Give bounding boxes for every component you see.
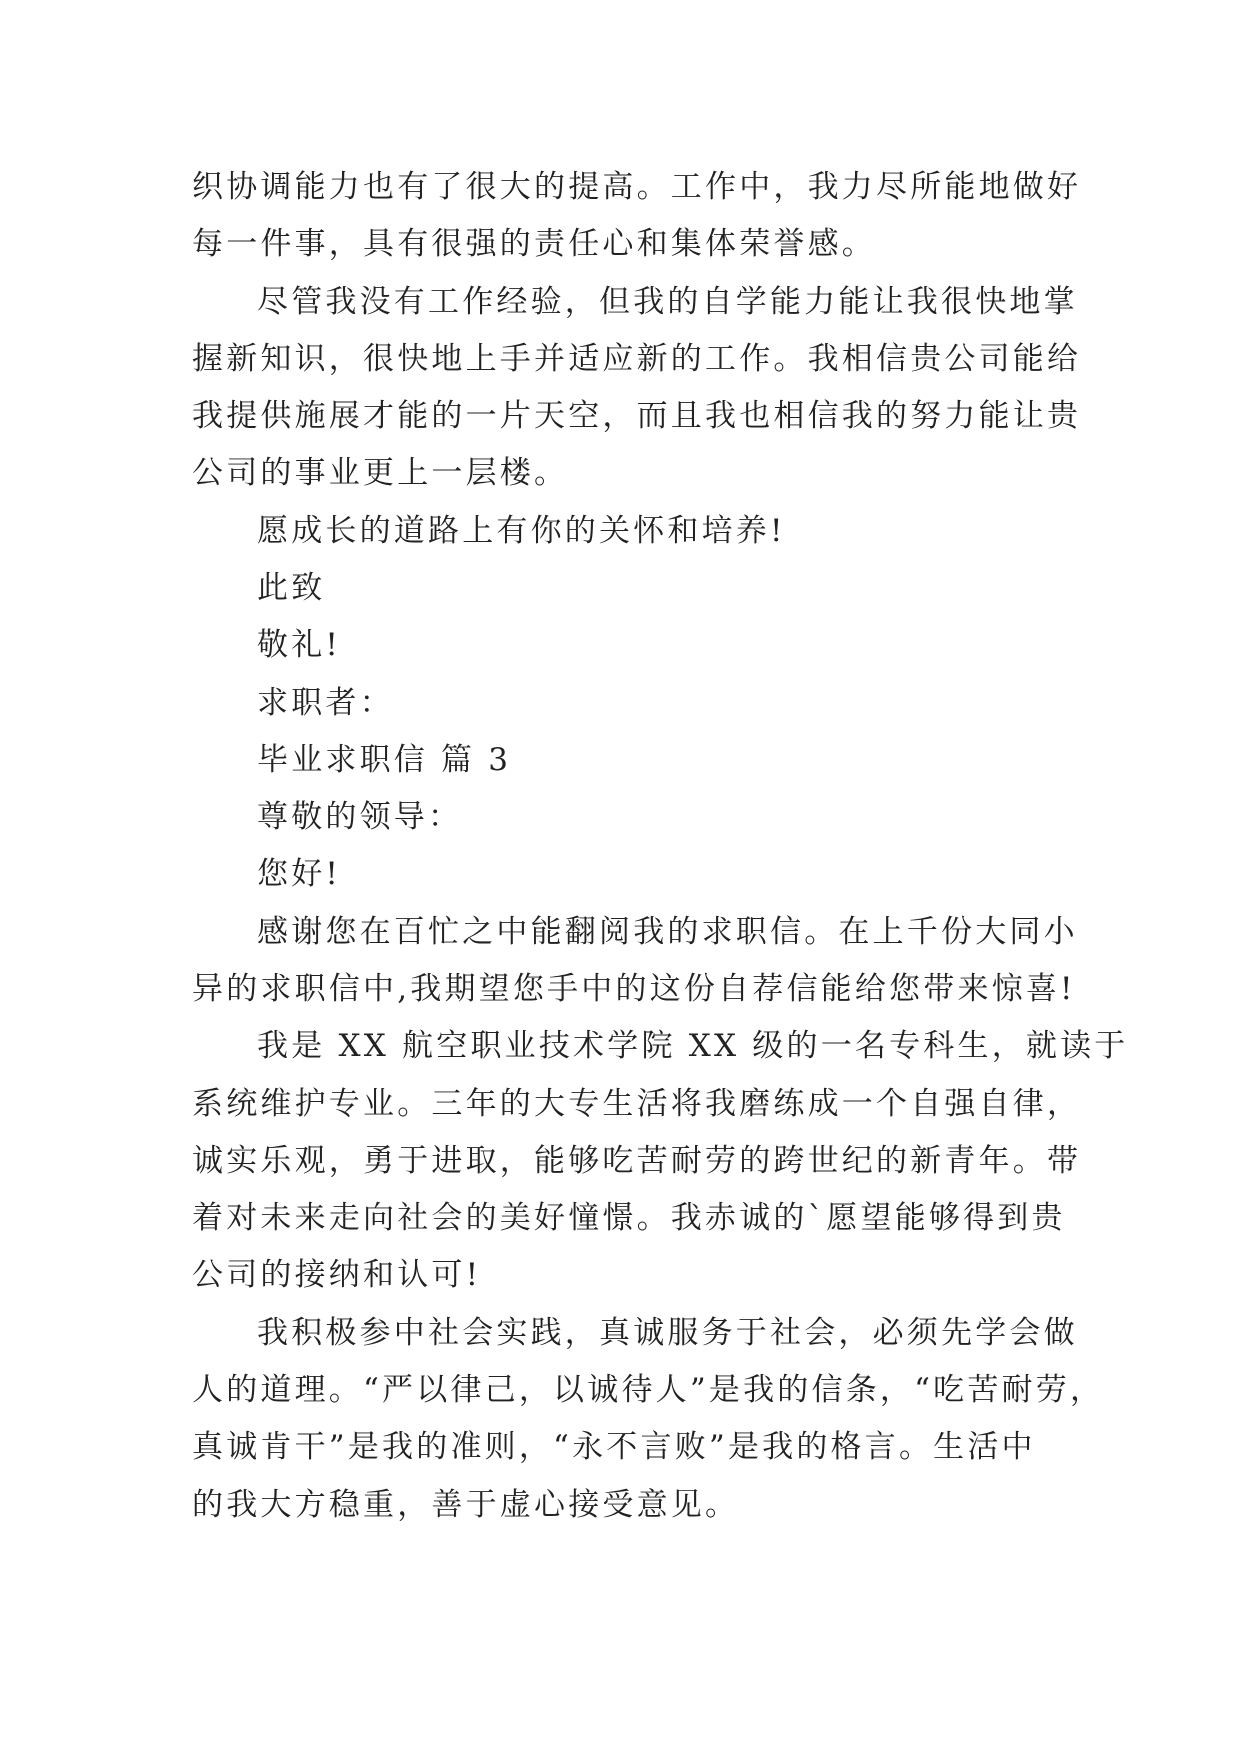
text-line: 公司的接纳和认可! xyxy=(192,1257,482,1293)
text-line: 我提供施展才能的一片天空，而且我也相信我的努力能让贵 xyxy=(192,398,1082,434)
text-line: 异的求职信中,我期望您手中的这份自荐信能给您带来惊喜! xyxy=(192,971,1076,1007)
text-line: 织协调能力也有了很大的提高。工作中，我力尽所能地做好 xyxy=(192,169,1082,205)
text-line: 公司的事业更上一层楼。 xyxy=(192,455,569,491)
text-line: 愿成长的道路上有你的关怀和培养! xyxy=(257,513,786,549)
text-line: 尊敬的领导： xyxy=(257,799,463,835)
text-line: 敬礼! xyxy=(257,627,342,663)
text-line: 我积极参中社会实践，真诚服务于社会，必须先学会做 xyxy=(257,1315,1078,1351)
text-line: 每一件事，具有很强的责任心和集体荣誉感。 xyxy=(192,226,876,262)
text-line: 人的道理。“严以律己，以诚待人”是我的信条，“吃苦耐劳， xyxy=(192,1372,1105,1408)
text-line: 系统维护专业。三年的大专生活将我磨练成一个自强自律， xyxy=(192,1086,1082,1122)
section-heading: 毕业求职信 篇 3 xyxy=(257,742,512,778)
text-line: 求职者： xyxy=(257,685,394,721)
text-line: 此致 xyxy=(257,570,326,606)
text-line: 握新知识，很快地上手并适应新的工作。我相信贵公司能给 xyxy=(192,341,1082,377)
text-line: 尽管我没有工作经验，但我的自学能力能让我很快地掌 xyxy=(257,284,1078,320)
text-line: 着对未来走向社会的美好憧憬。我赤诚的`愿望能够得到贵 xyxy=(192,1200,1066,1236)
text-line: 感谢您在百忙之中能翻阅我的求职信。在上千份大同小 xyxy=(257,914,1078,950)
text-line: 我是 XX 航空职业技术学院 XX 级的一名专科生，就读于 xyxy=(257,1028,1129,1064)
text-line: 真诚肯干”是我的准则，“永不言败”是我的格言。生活中 xyxy=(192,1429,1036,1465)
text-line: 您好! xyxy=(257,856,342,892)
text-line: 诚实乐观，勇于进取，能够吃苦耐劳的跨世纪的新青年。带 xyxy=(192,1143,1082,1179)
text-line: 的我大方稳重，善于虚心接受意见。 xyxy=(192,1487,740,1523)
